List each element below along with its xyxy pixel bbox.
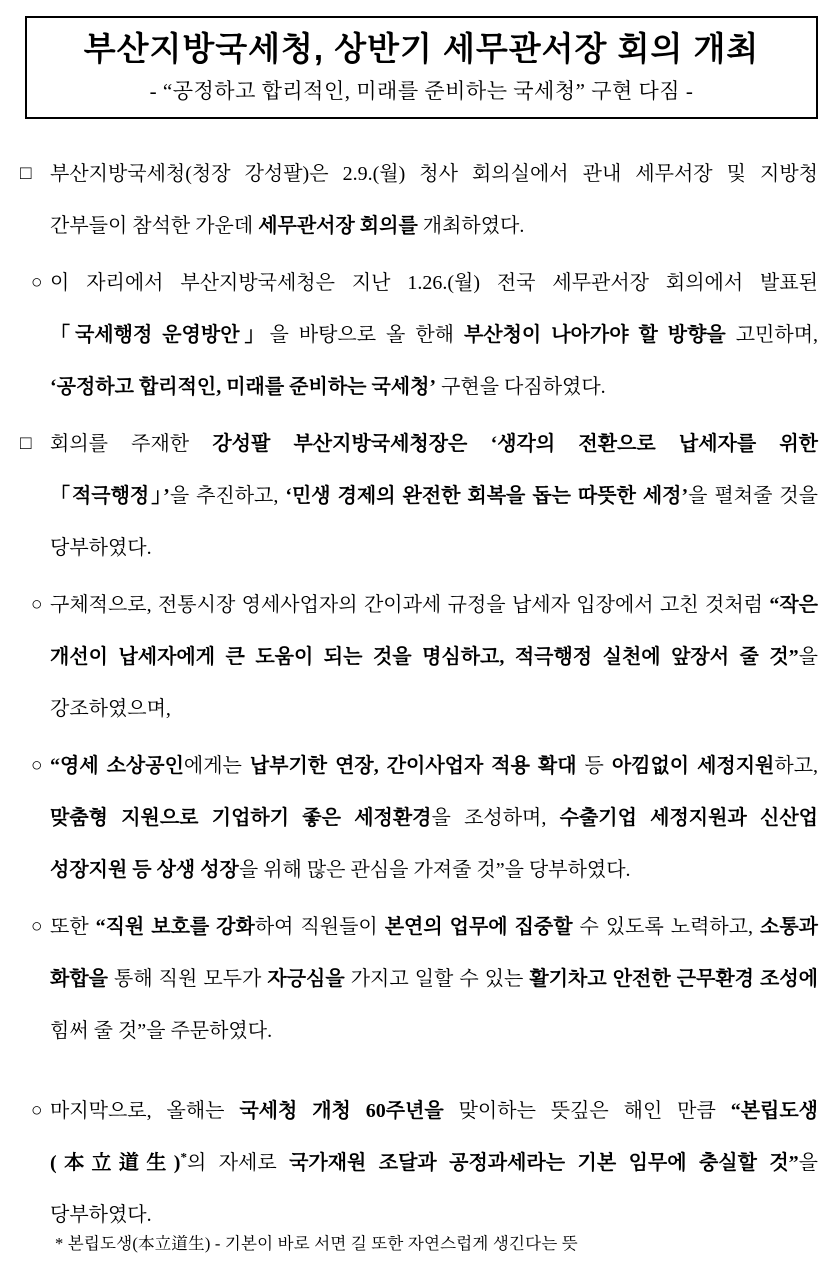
emphasis-text: 수출기업 세정지원과 신산업 성장지원 등 상생 성장: [50, 807, 818, 881]
body-text: 하여 직원들이: [254, 916, 385, 938]
body-text: 을 위해 많은 관심을 가져줄 것”을 당부하였다.: [238, 859, 631, 881]
body-text: 마지막으로, 올해는: [50, 1100, 240, 1122]
paragraph: [0, 901, 820, 1057]
body-text: 등: [576, 755, 612, 777]
body-text: 수 있도록 노력하고,: [572, 916, 761, 938]
body-text: 이 자리에서 부산지방국세청은 지난 1.26.(월) 전국 세무관서장 회의에서 발표된: [50, 272, 818, 294]
circle-bullet: ○: [31, 916, 43, 937]
body-text: 을 펼쳐줄 것을 당부하였다.: [50, 485, 818, 559]
body-text: 을 강조하였으며,: [50, 646, 818, 720]
body-text: 을 추진하고,: [169, 485, 286, 507]
emphasis-text: 납부기한 연장, 간이사업자 적용 확대: [249, 755, 577, 777]
square-bullet: □: [20, 433, 32, 454]
body-text: 힘써 줄 것”을 주문하였다.: [50, 1020, 273, 1042]
emphasis-text: 부산청이 나아가야 할 방향을: [463, 324, 726, 346]
emphasis-text: 맞춤형 지원으로 기업하기 좋은 세정환경: [50, 807, 432, 829]
emphasis-text: 국가재원 조달과 공정과세라는 기본 임무에 충실할 것”: [289, 1152, 799, 1174]
page-title: 부산지방국세청, 상반기 세무관서장 회의 개최: [83, 30, 760, 67]
body-text: 구체적으로, 전통시장 영세사업자의 간이과세 규정을 납세자 입장에서 고친 것처럼: [50, 594, 770, 616]
paragraph: [0, 740, 820, 896]
emphasis-text: “작은 개선이 납세자에게 큰 도움이 되는 것을 명심하고, 적극행정 실천에 앞장서 줄 것”: [50, 594, 818, 668]
emphasis-text: “영세 소상공인: [50, 755, 184, 777]
body-text: 을 바탕으로 올 한해: [269, 324, 464, 346]
paragraph: [0, 148, 820, 252]
body-text: 자세로: [206, 1152, 290, 1174]
body-text: 맞이하는 뜻깊은 해인 만큼: [443, 1100, 731, 1122]
page-subtitle: - “공정하고 합리적인, 미래를 준비하는 국세청” 구현 다짐 -: [149, 79, 694, 104]
paragraph: [0, 418, 820, 574]
body-text: 을 당부하였다.: [50, 1152, 818, 1226]
emphasis-text: 세무관서장 회의를: [258, 215, 418, 237]
square-bullet: □: [20, 163, 32, 184]
body-text: 구현을 다짐하였다.: [436, 376, 606, 398]
circle-bullet: ○: [31, 594, 43, 615]
emphasis-text: 자긍심을: [267, 968, 345, 990]
body-text: 부산지방국세청(청장 강성팔)은 2.9.(월) 청사 회의실에서 관내 세무서장 및 지방청 간부들이 참석한 가운데: [50, 163, 818, 237]
emphasis-text: 본연의 업무에 집중할: [384, 916, 573, 938]
body-text: 의: [186, 1152, 207, 1174]
circle-bullet: ○: [31, 272, 43, 293]
paragraphs: [0, 148, 838, 1246]
paragraph: [0, 257, 820, 413]
circle-bullet: ○: [31, 1100, 43, 1121]
emphasis-text: “직원 보호를 강화: [95, 916, 255, 938]
body-text: 을 조성하며,: [431, 807, 560, 829]
emphasis-text: ‘공정하고 합리적인, 미래를 준비하는 국세청’: [50, 376, 437, 398]
body-text: 에게는: [183, 755, 250, 777]
body-text: 고민하며,: [725, 324, 819, 346]
body-text: 가지고 일할 수 있는: [344, 968, 530, 990]
body-text: 통해 직원 모두가: [107, 968, 268, 990]
emphasis-text: 소통과 화합을: [50, 916, 819, 990]
body-text: 개최하였다.: [417, 215, 525, 237]
emphasis-text: 아낌없이 세정지원: [611, 755, 775, 777]
body-text: 회의를 주재한: [50, 433, 213, 455]
paragraph: [0, 579, 820, 735]
body-text: 하고,: [774, 755, 819, 777]
body-text: 또한: [50, 916, 96, 938]
paragraph: [0, 1085, 820, 1241]
emphasis-text: 국세청 개청 60주년을: [239, 1100, 444, 1122]
title-box: [25, 16, 818, 119]
circle-bullet: ○: [31, 755, 43, 776]
emphasis-text: 「국세행정 운영방안」: [50, 324, 270, 346]
emphasis-text: *: [180, 1149, 187, 1165]
emphasis-text: 강성팔 부산지방국세청장은 ‘생각의 전환으로 납세자를 위한 「적극행정」’: [50, 433, 818, 507]
emphasis-text: 활기차고 안전한 근무환경 조성에: [529, 968, 818, 990]
emphasis-text: “본립도생(本立道生): [50, 1100, 818, 1174]
emphasis-text: ‘민생 경제의 완전한 회복을 돕는 따뜻한 세정’: [285, 485, 689, 507]
footnote: * 본립도생(本立道生) - 기본이 바로 서면 길 또한 자연스럽게 생긴다는 뜻: [55, 1234, 578, 1253]
